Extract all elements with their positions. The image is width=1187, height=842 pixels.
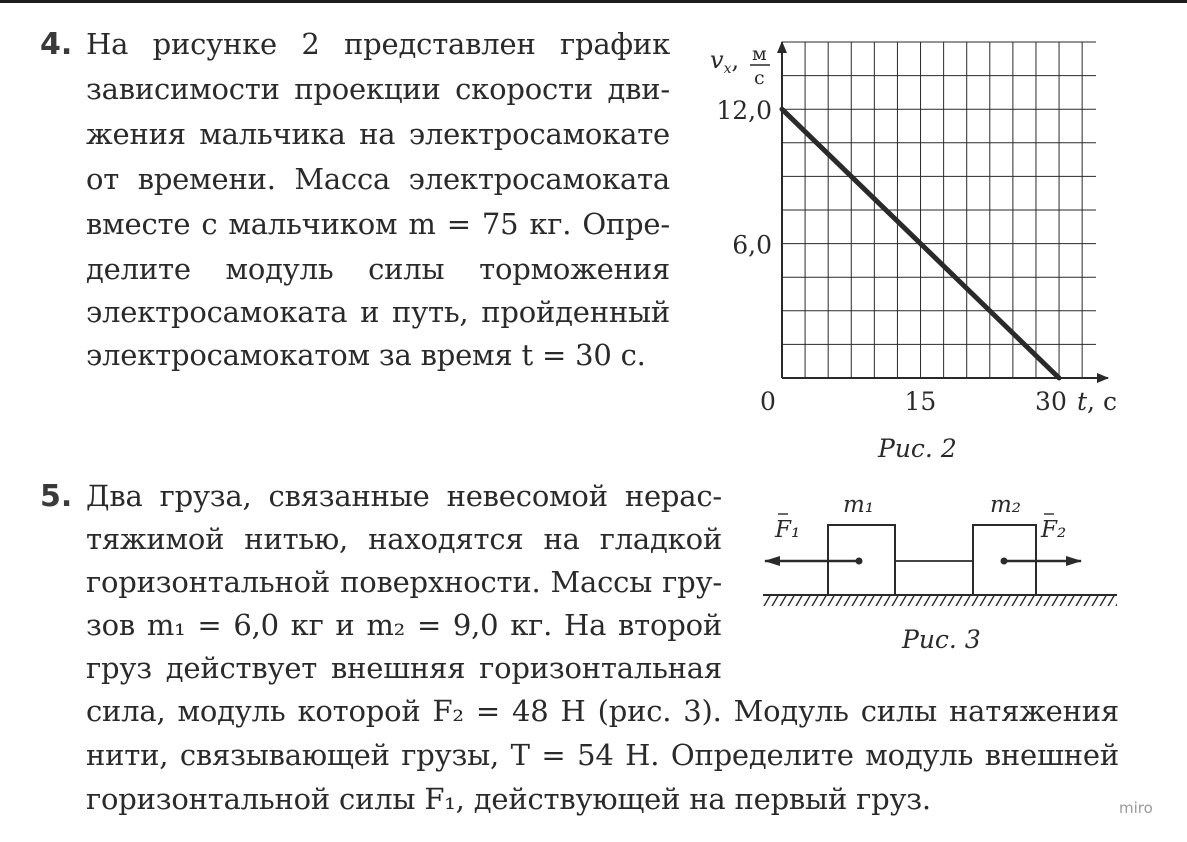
problem-5-line-4: зов m₁ = 6,0 кг и m₂ = 9,0 кг. На второй bbox=[86, 608, 722, 642]
force-1-label: F₁ bbox=[775, 517, 801, 543]
x-axis-label: t, с bbox=[1077, 387, 1117, 416]
mass-1-label: m₁ bbox=[843, 492, 875, 518]
figure-3-caption: Рис. 3 bbox=[902, 625, 981, 654]
force-2-label: F₂ bbox=[1041, 517, 1067, 543]
top-rule bbox=[0, 0, 1187, 3]
problem-4-line-8: электросамокатом за время t = 30 с. bbox=[86, 338, 646, 372]
mass-2-label: m₂ bbox=[990, 492, 1022, 518]
problem-5-number: 5. bbox=[40, 479, 73, 514]
y-axis-unit-top: м bbox=[752, 43, 767, 65]
problem-4-line-5: вместе с мальчиком m = 75 кг. Опре- bbox=[86, 207, 670, 241]
figure-2-caption: Рис. 2 bbox=[878, 434, 957, 463]
problem-5-line-2: тяжимой нитью, находятся на гладкой bbox=[86, 522, 722, 556]
problem-4-line-6: делите модуль силы торможения bbox=[86, 252, 670, 286]
problem-4-line-4: от времени. Масса электросамоката bbox=[86, 162, 670, 196]
x-tick-label: 0 bbox=[760, 387, 776, 416]
chart-tick-labels bbox=[716, 96, 1067, 416]
problem-4-line-3: жения мальчика на электросамокате bbox=[86, 117, 670, 151]
two-masses-figure bbox=[755, 482, 1125, 617]
x-tick-label: 30 bbox=[1035, 387, 1067, 416]
problem-5-line-7: нити, связывающей грузы, T = 54 Н. Определите модуль внешней bbox=[86, 738, 1119, 772]
y-axis-label-symbol: $v_x$, bbox=[710, 46, 740, 77]
chart-grid bbox=[782, 42, 1096, 378]
problem-4-number: 4. bbox=[40, 27, 73, 62]
velocity-time-chart bbox=[700, 30, 1140, 420]
problem-4-line-1: На рисунке 2 представлен график bbox=[86, 27, 670, 61]
problem-5-line-1: Два груза, связанные невесомой нерас- bbox=[86, 479, 722, 513]
problem-5-line-6: сила, модуль которой F₂ = 48 Н (рис. 3). Модуль силы натяжения bbox=[86, 694, 1119, 728]
problem-5-line-8: горизонтальной силы F₁, действующей на первый груз. bbox=[86, 782, 931, 816]
x-tick-label: 15 bbox=[904, 387, 937, 416]
y-tick-label: 12,0 bbox=[716, 96, 772, 126]
miro-watermark: miro bbox=[1119, 799, 1153, 817]
problem-4-line-7: электросамоката и путь, пройденный bbox=[86, 295, 670, 329]
problem-4-line-2: зависимости проекции скорости дви- bbox=[86, 72, 670, 106]
ground-hatching bbox=[763, 596, 1117, 606]
problem-5-line-5: груз действует внешняя горизонтальная bbox=[86, 651, 722, 685]
y-tick-label: 6,0 bbox=[732, 230, 772, 260]
problem-5-line-3: горизонтальной поверхности. Массы гру- bbox=[86, 565, 722, 599]
y-axis-unit-bottom: с bbox=[754, 67, 765, 89]
